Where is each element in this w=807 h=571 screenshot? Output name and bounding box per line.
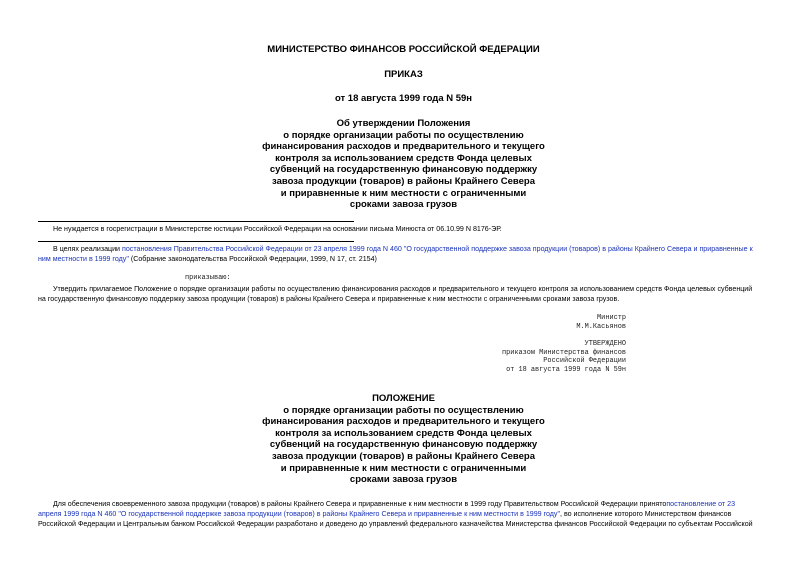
doc-type-title: ПРИКАЗ (384, 69, 423, 80)
approval-stamp-line: УТВЕРЖДЕНО (584, 340, 626, 348)
regulation-heading: ПОЛОЖЕНИЕ (372, 393, 435, 404)
order-title-line: и приравненные к ним местности с ограниченными (280, 187, 527, 199)
approval-stamp-line: приказом Министерства финансов (501, 348, 626, 357)
separator-line (38, 241, 354, 242)
regulation-title-line: контроля за использованием средств Фонда целевых (275, 427, 532, 439)
resolution-link[interactable]: апреля 1999 года N 460 "О государственной поддержке завоза продукции (товаров) в районы Крайнего Севера и приравненные к ним местности в 1999 году" (38, 510, 560, 519)
regulation-title-block (0, 393, 807, 486)
signature-block (420, 314, 626, 331)
approve-text: Утвердить прилагаемое Положение о порядке организации работы по осуществлению финансирования расходов и предварительного и текущего контроля за использованием средств Фонда целевых субвенций (53, 285, 753, 293)
signature-position: Министр (597, 314, 626, 322)
resolution-link[interactable]: ним местности в 1999 году" (38, 255, 129, 264)
body-text: , во исполнение которого Министерством финансов (560, 510, 732, 519)
regulation-title-line: финансирования расходов и предварительного и текущего (262, 416, 545, 428)
regulation-title-line: субвенций на государственную финансовую поддержку (269, 439, 538, 451)
preamble-paragraph (38, 244, 770, 264)
date-number: от 18 августа 1999 года N 59н (334, 93, 473, 104)
approval-stamp-line: Российской Федерации (543, 357, 626, 366)
signature-name: М.М.Касьянов (576, 322, 626, 331)
preamble-text: (Собрание законодательства Российской Федерации, 1999, N 17, ст. 2154) (128, 255, 377, 264)
order-title-block (0, 118, 807, 211)
order-title-line: субвенций на государственную финансовую поддержку (269, 164, 538, 176)
regulation-title-line: сроками завоза грузов (349, 474, 458, 486)
regulation-title-line: о порядке организации работы по осуществлению (283, 404, 524, 416)
resolution-link[interactable]: постановление от 23 (666, 500, 736, 508)
regulation-title-line: и приравненные к ним местности с ограниченными (280, 462, 527, 474)
order-title-line: Об утверждении Положения (336, 118, 471, 129)
order-title-line: сроками завоза грузов (349, 199, 458, 211)
order-title-line: финансирования расходов и предварительного и текущего (262, 141, 545, 153)
registration-note: Не нуждается в госрегистрации в Министерстве юстиции Российской Федерации на основании письма Минюста от 06.10.99 N 8176-ЭР. (53, 225, 502, 233)
preamble-text: В целях реализации (53, 245, 122, 253)
approve-text: на государственную финансовую поддержку завоза продукции (товаров) в районы Крайнего Севера и приравненные к ним местности с ограниченными сроками завоза грузов. (38, 295, 620, 304)
resolution-link[interactable]: постановления Правительства Российской Федерации от 23 апреля 1999 года N 460 "О государственной поддержке завоза продукции (товаров) в районы Крайнего Севера и приравненные к (122, 245, 753, 253)
order-title-line: завоза продукции (товаров) в районы Крайнего Севера (271, 175, 536, 187)
approve-paragraph (38, 284, 770, 304)
order-title-line: о порядке организации работы по осуществлению (283, 129, 524, 141)
approval-stamp-line: от 18 августа 1999 года N 59н (506, 365, 626, 374)
ministry-title: МИНИСТЕРСТВО ФИНАНСОВ РОССИЙСКОЙ ФЕДЕРАЦИИ (267, 44, 540, 55)
prikazyvayu-word: приказываю: (185, 274, 231, 282)
regulation-title-line: завоза продукции (товаров) в районы Крайнего Севера (271, 450, 536, 462)
order-title-line: контроля за использованием средств Фонда целевых (275, 152, 532, 164)
body-text: Для обеспечения своевременного завоза продукции (товаров) в районы Крайнего Севера и приравненные к ним местности в 1999 году Правительством Российской Федерации принято (53, 500, 667, 508)
approval-stamp (420, 340, 626, 374)
body-paragraph (38, 499, 770, 530)
separator-line (38, 221, 354, 222)
body-text: Российской Федерации и Центральным банком Российской Федерации разработано и доведено до управлений федерального казначейства Министерства финансов Российской Федерации по субъектам Российской (38, 520, 753, 529)
